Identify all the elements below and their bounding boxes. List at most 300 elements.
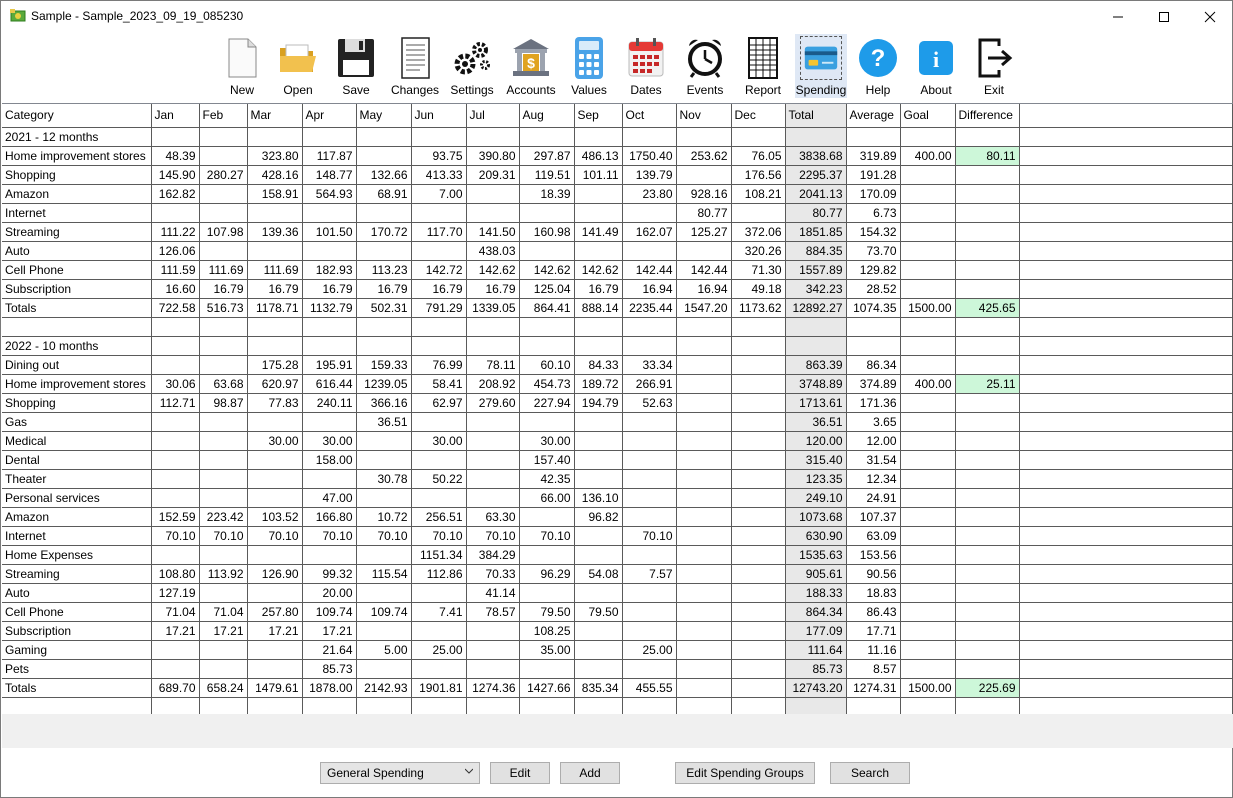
value-cell[interactable]: 10.72	[356, 507, 411, 526]
value-cell[interactable]: 71.30	[731, 260, 785, 279]
value-cell[interactable]: 99.32	[302, 564, 356, 583]
category-cell[interactable]: Streaming	[2, 222, 151, 241]
value-cell[interactable]: 79.50	[519, 602, 574, 621]
value-cell[interactable]	[466, 127, 519, 146]
value-cell[interactable]	[900, 184, 955, 203]
category-cell[interactable]: Dental	[2, 450, 151, 469]
value-cell[interactable]: 177.09	[785, 621, 846, 640]
value-cell[interactable]: 253.62	[676, 146, 731, 165]
value-cell[interactable]: 63.30	[466, 507, 519, 526]
value-cell[interactable]: 616.44	[302, 374, 356, 393]
value-cell[interactable]	[676, 526, 731, 545]
value-cell[interactable]	[411, 241, 466, 260]
value-cell[interactable]	[676, 564, 731, 583]
value-cell[interactable]: 70.10	[519, 526, 574, 545]
value-cell[interactable]: 63.09	[846, 526, 900, 545]
value-cell[interactable]: 11.16	[846, 640, 900, 659]
value-cell[interactable]	[356, 583, 411, 602]
value-cell[interactable]	[900, 469, 955, 488]
value-cell[interactable]	[466, 621, 519, 640]
value-cell[interactable]: 35.00	[519, 640, 574, 659]
value-cell[interactable]: 70.10	[302, 526, 356, 545]
value-cell[interactable]: 85.73	[785, 659, 846, 678]
value-cell[interactable]: 2295.37	[785, 165, 846, 184]
value-cell[interactable]	[900, 355, 955, 374]
table-row[interactable]	[2, 659, 1232, 678]
value-cell[interactable]	[411, 336, 466, 355]
toolbar-report-button[interactable]	[739, 34, 787, 98]
value-cell[interactable]: 689.70	[151, 678, 199, 697]
value-cell[interactable]: 1151.34	[411, 545, 466, 564]
value-cell[interactable]: 194.79	[574, 393, 622, 412]
value-cell[interactable]: 722.58	[151, 298, 199, 317]
value-cell[interactable]: 182.93	[302, 260, 356, 279]
value-cell[interactable]: 25.11	[955, 374, 1019, 393]
value-cell[interactable]	[622, 545, 676, 564]
value-cell[interactable]: 1901.81	[411, 678, 466, 697]
value-cell[interactable]: 189.72	[574, 374, 622, 393]
value-cell[interactable]	[676, 507, 731, 526]
value-cell[interactable]: 119.51	[519, 165, 574, 184]
value-cell[interactable]	[199, 355, 247, 374]
value-cell[interactable]	[574, 545, 622, 564]
value-cell[interactable]	[151, 450, 199, 469]
search-button[interactable]: Search	[830, 762, 910, 784]
value-cell[interactable]	[199, 659, 247, 678]
value-cell[interactable]: 620.97	[247, 374, 302, 393]
value-cell[interactable]: 170.72	[356, 222, 411, 241]
value-cell[interactable]	[676, 336, 731, 355]
value-cell[interactable]: 154.32	[846, 222, 900, 241]
category-cell[interactable]: Streaming	[2, 564, 151, 583]
value-cell[interactable]	[900, 621, 955, 640]
value-cell[interactable]: 342.23	[785, 279, 846, 298]
value-cell[interactable]	[900, 412, 955, 431]
value-cell[interactable]: 1535.63	[785, 545, 846, 564]
category-cell[interactable]	[2, 317, 151, 336]
value-cell[interactable]: 191.28	[846, 165, 900, 184]
table-row[interactable]	[2, 564, 1232, 583]
value-cell[interactable]	[466, 412, 519, 431]
column-header[interactable]: Total	[785, 104, 846, 127]
value-cell[interactable]	[574, 412, 622, 431]
value-cell[interactable]	[622, 203, 676, 222]
value-cell[interactable]: 142.62	[574, 260, 622, 279]
value-cell[interactable]	[731, 431, 785, 450]
value-cell[interactable]: 1173.62	[731, 298, 785, 317]
value-cell[interactable]	[900, 545, 955, 564]
value-cell[interactable]: 16.79	[574, 279, 622, 298]
column-header[interactable]: Apr	[302, 104, 356, 127]
value-cell[interactable]	[676, 355, 731, 374]
value-cell[interactable]	[676, 621, 731, 640]
value-cell[interactable]	[955, 355, 1019, 374]
value-cell[interactable]: 36.51	[356, 412, 411, 431]
value-cell[interactable]: 113.92	[199, 564, 247, 583]
value-cell[interactable]	[731, 564, 785, 583]
value-cell[interactable]	[955, 469, 1019, 488]
value-cell[interactable]: 863.39	[785, 355, 846, 374]
value-cell[interactable]	[955, 526, 1019, 545]
column-header[interactable]: Mar	[247, 104, 302, 127]
value-cell[interactable]: 111.22	[151, 222, 199, 241]
value-cell[interactable]: 126.90	[247, 564, 302, 583]
value-cell[interactable]	[199, 241, 247, 260]
value-cell[interactable]: 111.69	[247, 260, 302, 279]
category-cell[interactable]: Medical	[2, 431, 151, 450]
value-cell[interactable]	[622, 602, 676, 621]
edit-spending-groups-button[interactable]: Edit Spending Groups	[675, 762, 815, 784]
value-cell[interactable]	[900, 431, 955, 450]
category-cell[interactable]: Internet	[2, 203, 151, 222]
value-cell[interactable]	[955, 507, 1019, 526]
value-cell[interactable]: 109.74	[356, 602, 411, 621]
value-cell[interactable]	[846, 317, 900, 336]
value-cell[interactable]: 71.04	[199, 602, 247, 621]
value-cell[interactable]	[199, 317, 247, 336]
value-cell[interactable]	[731, 526, 785, 545]
value-cell[interactable]: 142.44	[622, 260, 676, 279]
value-cell[interactable]	[199, 412, 247, 431]
value-cell[interactable]	[955, 393, 1019, 412]
value-cell[interactable]: 502.31	[356, 298, 411, 317]
value-cell[interactable]: 249.10	[785, 488, 846, 507]
value-cell[interactable]: 1178.71	[247, 298, 302, 317]
value-cell[interactable]: 101.50	[302, 222, 356, 241]
category-cell[interactable]: Home improvement stores	[2, 374, 151, 393]
value-cell[interactable]: 125.27	[676, 222, 731, 241]
value-cell[interactable]: 109.74	[302, 602, 356, 621]
value-cell[interactable]: 70.10	[151, 526, 199, 545]
value-cell[interactable]	[151, 355, 199, 374]
value-cell[interactable]	[731, 602, 785, 621]
value-cell[interactable]: 30.00	[247, 431, 302, 450]
table-row[interactable]	[2, 545, 1232, 564]
category-cell[interactable]: Shopping	[2, 165, 151, 184]
value-cell[interactable]: 928.16	[676, 184, 731, 203]
value-cell[interactable]	[411, 203, 466, 222]
table-row[interactable]	[2, 374, 1232, 393]
value-cell[interactable]: 188.33	[785, 583, 846, 602]
value-cell[interactable]	[622, 317, 676, 336]
value-cell[interactable]: 5.00	[356, 640, 411, 659]
value-cell[interactable]	[955, 412, 1019, 431]
value-cell[interactable]	[955, 241, 1019, 260]
value-cell[interactable]: 864.41	[519, 298, 574, 317]
value-cell[interactable]: 1427.66	[519, 678, 574, 697]
value-cell[interactable]: 113.23	[356, 260, 411, 279]
value-cell[interactable]: 6.73	[846, 203, 900, 222]
column-header[interactable]: Jul	[466, 104, 519, 127]
value-cell[interactable]: 171.36	[846, 393, 900, 412]
category-cell[interactable]: Cell Phone	[2, 260, 151, 279]
value-cell[interactable]	[411, 583, 466, 602]
value-cell[interactable]: 70.10	[247, 526, 302, 545]
value-cell[interactable]: 80.77	[785, 203, 846, 222]
value-cell[interactable]	[731, 583, 785, 602]
value-cell[interactable]: 31.54	[846, 450, 900, 469]
value-cell[interactable]	[199, 545, 247, 564]
value-cell[interactable]: 158.91	[247, 184, 302, 203]
value-cell[interactable]	[731, 545, 785, 564]
value-cell[interactable]	[676, 374, 731, 393]
value-cell[interactable]: 12.00	[846, 431, 900, 450]
value-cell[interactable]: 18.39	[519, 184, 574, 203]
value-cell[interactable]: 12743.20	[785, 678, 846, 697]
value-cell[interactable]: 117.70	[411, 222, 466, 241]
value-cell[interactable]	[955, 564, 1019, 583]
column-header[interactable]: Sep	[574, 104, 622, 127]
value-cell[interactable]: 516.73	[199, 298, 247, 317]
value-cell[interactable]	[466, 640, 519, 659]
value-cell[interactable]: 70.10	[622, 526, 676, 545]
table-row[interactable]	[2, 260, 1232, 279]
value-cell[interactable]: 315.40	[785, 450, 846, 469]
value-cell[interactable]: 564.93	[302, 184, 356, 203]
value-cell[interactable]	[676, 602, 731, 621]
table-row[interactable]	[2, 431, 1232, 450]
value-cell[interactable]: 162.82	[151, 184, 199, 203]
value-cell[interactable]: 108.25	[519, 621, 574, 640]
toolbar-changes-button[interactable]	[389, 34, 441, 98]
value-cell[interactable]: 112.71	[151, 393, 199, 412]
value-cell[interactable]: 103.52	[247, 507, 302, 526]
value-cell[interactable]: 68.91	[356, 184, 411, 203]
table-row[interactable]	[2, 583, 1232, 602]
value-cell[interactable]	[466, 431, 519, 450]
value-cell[interactable]: 658.24	[199, 678, 247, 697]
value-cell[interactable]: 486.13	[574, 146, 622, 165]
value-cell[interactable]	[356, 545, 411, 564]
value-cell[interactable]	[356, 336, 411, 355]
value-cell[interactable]	[247, 469, 302, 488]
value-cell[interactable]: 108.80	[151, 564, 199, 583]
value-cell[interactable]: 90.56	[846, 564, 900, 583]
value-cell[interactable]	[731, 412, 785, 431]
value-cell[interactable]: 93.75	[411, 146, 466, 165]
value-cell[interactable]: 319.89	[846, 146, 900, 165]
value-cell[interactable]	[785, 317, 846, 336]
value-cell[interactable]: 70.10	[199, 526, 247, 545]
value-cell[interactable]: 36.51	[785, 412, 846, 431]
value-cell[interactable]: 41.14	[466, 583, 519, 602]
category-cell[interactable]: Auto	[2, 241, 151, 260]
table-row[interactable]	[2, 298, 1232, 317]
value-cell[interactable]: 266.91	[622, 374, 676, 393]
value-cell[interactable]: 425.65	[955, 298, 1019, 317]
value-cell[interactable]: 30.00	[302, 431, 356, 450]
value-cell[interactable]: 79.50	[574, 602, 622, 621]
value-cell[interactable]	[900, 450, 955, 469]
value-cell[interactable]	[302, 412, 356, 431]
value-cell[interactable]: 17.21	[247, 621, 302, 640]
value-cell[interactable]	[955, 260, 1019, 279]
value-cell[interactable]: 125.04	[519, 279, 574, 298]
value-cell[interactable]	[411, 621, 466, 640]
value-cell[interactable]: 158.00	[302, 450, 356, 469]
column-header[interactable]: Oct	[622, 104, 676, 127]
value-cell[interactable]: 117.87	[302, 146, 356, 165]
value-cell[interactable]: 12892.27	[785, 298, 846, 317]
value-cell[interactable]: 63.68	[199, 374, 247, 393]
close-button[interactable]	[1187, 1, 1233, 32]
value-cell[interactable]: 70.10	[356, 526, 411, 545]
value-cell[interactable]: 49.18	[731, 279, 785, 298]
value-cell[interactable]	[676, 640, 731, 659]
value-cell[interactable]	[785, 127, 846, 146]
value-cell[interactable]	[574, 203, 622, 222]
column-header[interactable]: Goal	[900, 104, 955, 127]
value-cell[interactable]	[247, 450, 302, 469]
value-cell[interactable]: 227.94	[519, 393, 574, 412]
value-cell[interactable]: 76.99	[411, 355, 466, 374]
table-row[interactable]	[2, 241, 1232, 260]
value-cell[interactable]: 16.60	[151, 279, 199, 298]
edit-button[interactable]: Edit	[490, 762, 550, 784]
value-cell[interactable]: 62.97	[411, 393, 466, 412]
value-cell[interactable]: 400.00	[900, 374, 955, 393]
category-cell[interactable]: Pets	[2, 659, 151, 678]
value-cell[interactable]	[846, 127, 900, 146]
category-cell[interactable]: Auto	[2, 583, 151, 602]
add-button[interactable]: Add	[560, 762, 620, 784]
category-cell[interactable]: Amazon	[2, 184, 151, 203]
value-cell[interactable]	[466, 203, 519, 222]
value-cell[interactable]: 7.57	[622, 564, 676, 583]
column-header[interactable]: Jan	[151, 104, 199, 127]
value-cell[interactable]: 54.08	[574, 564, 622, 583]
value-cell[interactable]	[955, 583, 1019, 602]
value-cell[interactable]	[151, 659, 199, 678]
value-cell[interactable]: 112.86	[411, 564, 466, 583]
category-cell[interactable]: Gas	[2, 412, 151, 431]
value-cell[interactable]: 390.80	[466, 146, 519, 165]
value-cell[interactable]: 84.33	[574, 355, 622, 374]
value-cell[interactable]	[151, 203, 199, 222]
category-cell[interactable]: 2022 - 10 months	[2, 336, 151, 355]
value-cell[interactable]	[900, 659, 955, 678]
value-cell[interactable]	[466, 317, 519, 336]
value-cell[interactable]: 85.73	[302, 659, 356, 678]
table-row[interactable]	[2, 279, 1232, 298]
value-cell[interactable]: 70.10	[466, 526, 519, 545]
value-cell[interactable]: 428.16	[247, 165, 302, 184]
table-row[interactable]	[2, 507, 1232, 526]
category-cell[interactable]: Subscription	[2, 621, 151, 640]
value-cell[interactable]	[519, 412, 574, 431]
value-cell[interactable]: 256.51	[411, 507, 466, 526]
category-cell[interactable]: Home improvement stores	[2, 146, 151, 165]
value-cell[interactable]	[247, 640, 302, 659]
group-header-row[interactable]	[2, 336, 1232, 355]
value-cell[interactable]: 142.62	[466, 260, 519, 279]
value-cell[interactable]: 98.87	[199, 393, 247, 412]
value-cell[interactable]	[955, 184, 1019, 203]
value-cell[interactable]: 208.92	[466, 374, 519, 393]
value-cell[interactable]	[676, 488, 731, 507]
value-cell[interactable]: 127.19	[151, 583, 199, 602]
value-cell[interactable]: 18.83	[846, 583, 900, 602]
value-cell[interactable]	[356, 659, 411, 678]
value-cell[interactable]: 136.10	[574, 488, 622, 507]
value-cell[interactable]: 101.11	[574, 165, 622, 184]
value-cell[interactable]: 8.57	[846, 659, 900, 678]
value-cell[interactable]: 152.59	[151, 507, 199, 526]
category-cell[interactable]: Home Expenses	[2, 545, 151, 564]
value-cell[interactable]	[955, 222, 1019, 241]
value-cell[interactable]	[900, 222, 955, 241]
toolbar-accounts-button[interactable]	[504, 34, 558, 98]
value-cell[interactable]	[199, 431, 247, 450]
value-cell[interactable]: 24.91	[846, 488, 900, 507]
value-cell[interactable]	[519, 241, 574, 260]
table-row[interactable]	[2, 165, 1232, 184]
category-cell[interactable]: Totals	[2, 298, 151, 317]
value-cell[interactable]: 400.00	[900, 146, 955, 165]
toolbar-dates-button[interactable]	[623, 34, 669, 98]
value-cell[interactable]: 30.78	[356, 469, 411, 488]
value-cell[interactable]	[411, 412, 466, 431]
value-cell[interactable]: 80.11	[955, 146, 1019, 165]
value-cell[interactable]	[519, 127, 574, 146]
value-cell[interactable]: 297.87	[519, 146, 574, 165]
value-cell[interactable]: 1713.61	[785, 393, 846, 412]
value-cell[interactable]	[676, 127, 731, 146]
value-cell[interactable]	[622, 583, 676, 602]
value-cell[interactable]: 159.33	[356, 355, 411, 374]
value-cell[interactable]	[411, 317, 466, 336]
value-cell[interactable]: 139.36	[247, 222, 302, 241]
value-cell[interactable]: 888.14	[574, 298, 622, 317]
value-cell[interactable]: 25.00	[411, 640, 466, 659]
value-cell[interactable]	[622, 659, 676, 678]
toolbar-help-button[interactable]	[855, 34, 901, 98]
value-cell[interactable]: 240.11	[302, 393, 356, 412]
value-cell[interactable]: 438.03	[466, 241, 519, 260]
value-cell[interactable]	[199, 203, 247, 222]
value-cell[interactable]	[846, 336, 900, 355]
value-cell[interactable]: 884.35	[785, 241, 846, 260]
value-cell[interactable]: 366.16	[356, 393, 411, 412]
value-cell[interactable]: 835.34	[574, 678, 622, 697]
value-cell[interactable]	[519, 317, 574, 336]
value-cell[interactable]: 73.70	[846, 241, 900, 260]
toolbar-events-button[interactable]	[681, 34, 729, 98]
category-cell[interactable]: Shopping	[2, 393, 151, 412]
value-cell[interactable]	[731, 127, 785, 146]
value-cell[interactable]	[151, 412, 199, 431]
category-cell[interactable]: Amazon	[2, 507, 151, 526]
value-cell[interactable]	[151, 336, 199, 355]
value-cell[interactable]	[900, 260, 955, 279]
value-cell[interactable]	[199, 127, 247, 146]
value-cell[interactable]	[356, 241, 411, 260]
value-cell[interactable]: 141.50	[466, 222, 519, 241]
value-cell[interactable]: 107.37	[846, 507, 900, 526]
value-cell[interactable]: 23.80	[622, 184, 676, 203]
value-cell[interactable]	[356, 127, 411, 146]
value-cell[interactable]	[676, 583, 731, 602]
value-cell[interactable]	[900, 583, 955, 602]
value-cell[interactable]: 175.28	[247, 355, 302, 374]
value-cell[interactable]	[731, 355, 785, 374]
value-cell[interactable]: 1500.00	[900, 678, 955, 697]
value-cell[interactable]: 791.29	[411, 298, 466, 317]
value-cell[interactable]	[900, 165, 955, 184]
value-cell[interactable]	[411, 450, 466, 469]
table-row[interactable]	[2, 602, 1232, 621]
value-cell[interactable]	[151, 469, 199, 488]
